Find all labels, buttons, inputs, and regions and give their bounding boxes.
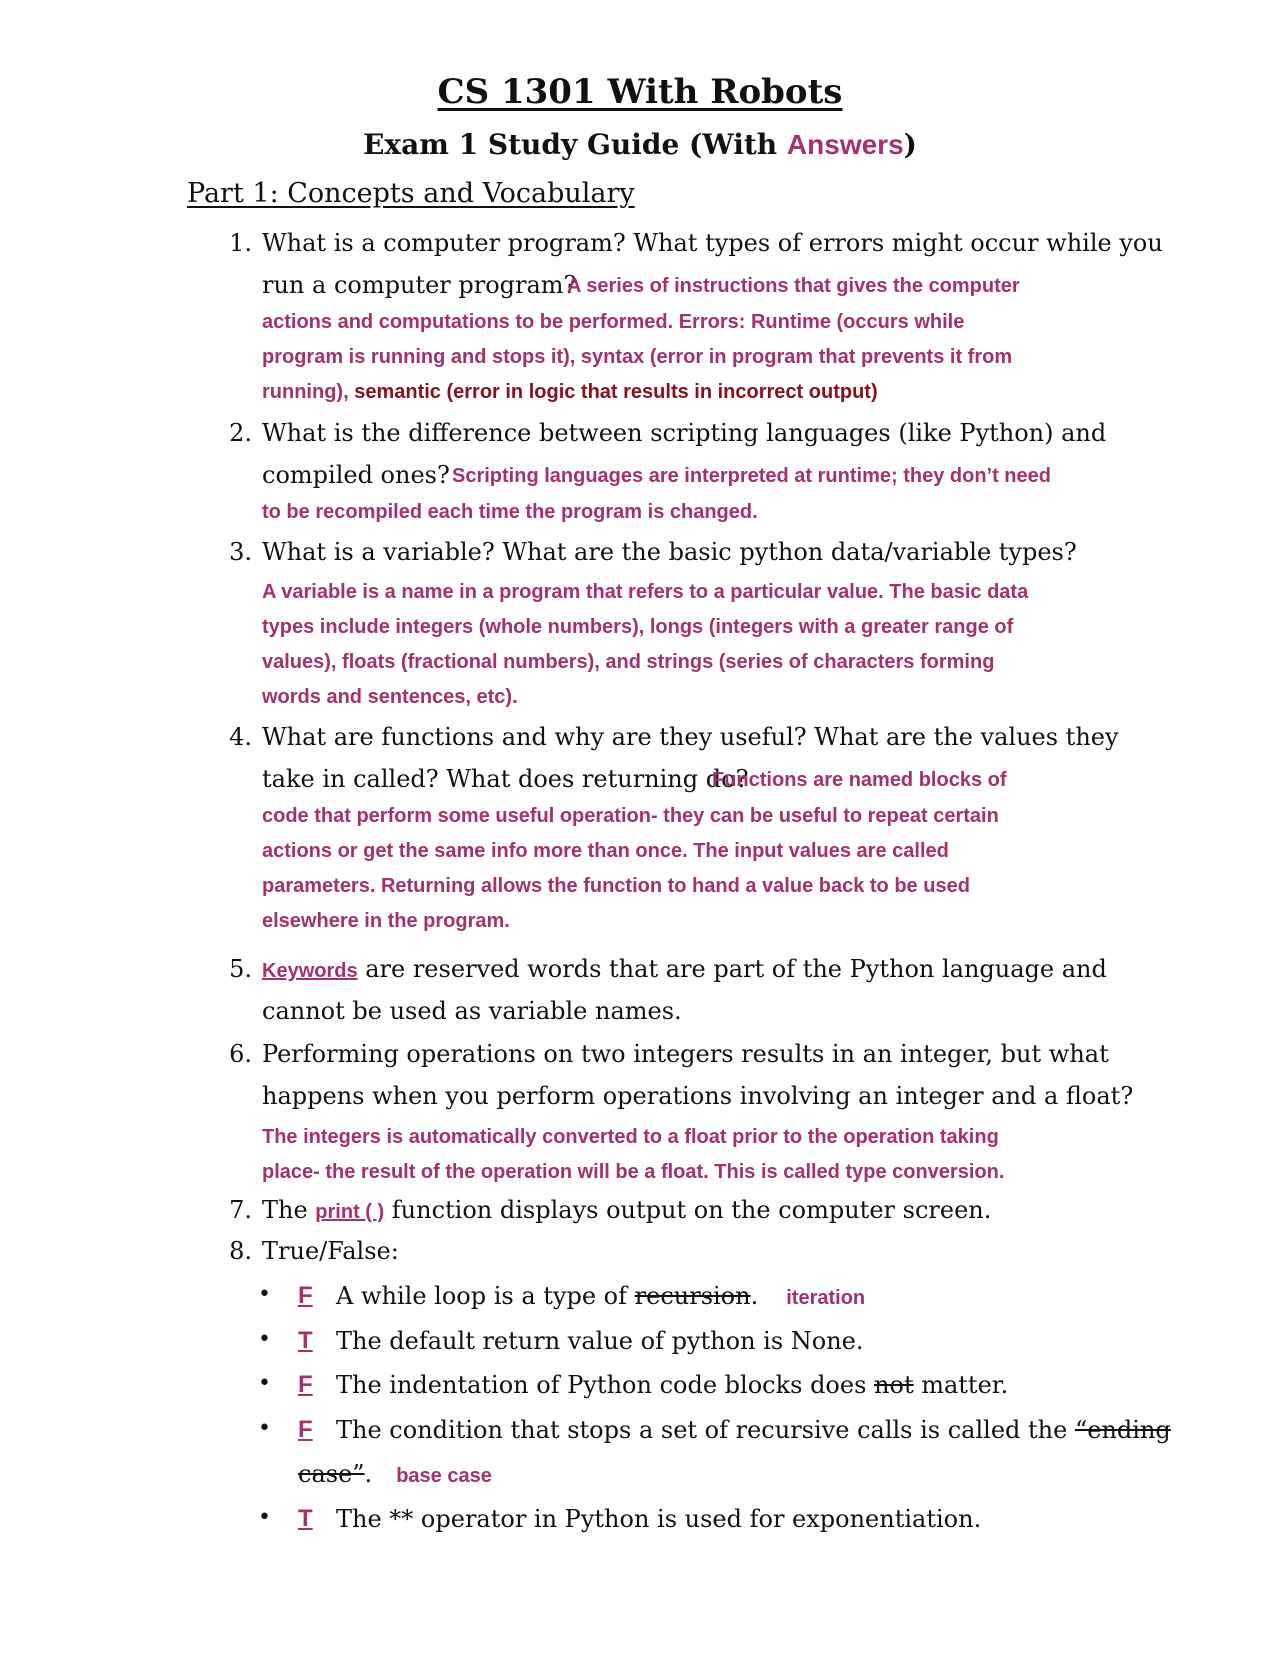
struck-text: case” xyxy=(298,1460,365,1488)
question-text xyxy=(262,955,1107,983)
fill-in-answer: print ( ) xyxy=(315,1201,385,1223)
question-text: What are functions and why are they useful? What are the values they xyxy=(262,723,1119,751)
statement-text: . xyxy=(364,1460,373,1488)
answer-text: place- the result of the operation will be a float. This is called type conversion. xyxy=(262,1161,1005,1183)
statement-text: A while loop is a type of xyxy=(336,1282,635,1310)
question-text: happens when you perform operations involving an integer and a float? xyxy=(262,1082,1134,1110)
struck-text: recursion xyxy=(634,1282,751,1310)
answer-line xyxy=(262,381,878,404)
answer-text: types include integers (whole numbers), longs (integers with a greater range of xyxy=(262,616,1014,638)
question-number: 6. xyxy=(229,1040,252,1068)
statement-text: The condition that stops a set of recursive calls is called the xyxy=(336,1416,1075,1444)
tf-statement xyxy=(336,1371,1008,1399)
answer-text: actions and computations to be performed. Errors: Runtime (occurs while xyxy=(262,311,965,333)
tf-answer: T xyxy=(298,1505,313,1532)
question-text: What is the difference between scripting languages (like Python) and xyxy=(262,419,1107,447)
question-text: run a computer program? xyxy=(262,271,577,299)
section-heading: Part 1: Concepts and Vocabulary xyxy=(187,178,635,209)
correction-text: iteration xyxy=(786,1287,866,1309)
answer-text: Scripting languages are interpreted at runtime; they don’t need xyxy=(452,465,1051,487)
answer-text: to be recompiled each time the program is changed. xyxy=(262,501,758,523)
question-text: compiled ones? xyxy=(262,461,450,489)
question-text xyxy=(262,1196,991,1224)
statement-text: The indentation of Python code blocks does xyxy=(336,1371,875,1399)
answer-text: Functions are named blocks of xyxy=(712,769,1007,791)
question-text: What is a computer program? What types of errors might occur while you xyxy=(262,229,1163,257)
question-text: take in called? What does returning do? xyxy=(262,765,749,793)
subtitle-highlight: Answers xyxy=(786,129,904,160)
fill-in-answer: Keywords xyxy=(262,960,358,982)
question-number: 4. xyxy=(229,723,252,751)
answer-text: elsewhere in the program. xyxy=(262,910,510,932)
tf-answer: F xyxy=(298,1416,313,1443)
question-text-part: The xyxy=(262,1196,316,1224)
question-number: 8. xyxy=(229,1237,252,1265)
bullet-icon: • xyxy=(258,1282,271,1307)
bullet-icon: • xyxy=(258,1371,271,1396)
answer-text: A series of instructions that gives the computer xyxy=(567,275,1020,297)
tf-statement: The ** operator in Python is used for exponentiation. xyxy=(336,1505,982,1533)
correction-text: base case xyxy=(396,1465,492,1487)
bullet-icon: • xyxy=(258,1505,271,1530)
subtitle-suffix: ) xyxy=(903,128,917,161)
question-text: True/False: xyxy=(262,1237,399,1265)
answer-text: A variable is a name in a program that refers to a particular value. The basic data xyxy=(262,581,1029,603)
question-text: cannot be used as variable names. xyxy=(262,997,682,1025)
question-text-part: function displays output on the computer screen. xyxy=(384,1196,992,1224)
tf-answer: T xyxy=(298,1327,313,1354)
question-number: 1. xyxy=(229,229,252,257)
tf-statement xyxy=(336,1282,865,1310)
subtitle-prefix: Exam 1 Study Guide (With xyxy=(363,128,787,161)
question-number: 5. xyxy=(229,955,252,983)
question-number: 2. xyxy=(229,419,252,447)
answer-text: code that perform some useful operation- they can be useful to repeat certain xyxy=(262,805,999,827)
answer-text: parameters. Returning allows the function to hand a value back to be used xyxy=(262,875,970,897)
tf-answer: F xyxy=(298,1371,313,1398)
struck-text: not xyxy=(874,1371,914,1399)
answer-text: running), xyxy=(262,381,355,403)
question-number: 3. xyxy=(229,538,252,566)
answer-text: values), floats (fractional numbers), and strings (series of characters forming xyxy=(262,651,995,673)
tf-statement: The default return value of python is None. xyxy=(336,1327,864,1355)
bullet-icon: • xyxy=(258,1327,271,1352)
struck-text: “ending xyxy=(1074,1416,1171,1444)
tf-statement-continued xyxy=(298,1460,492,1488)
bullet-icon: • xyxy=(258,1416,271,1441)
answer-text: actions or get the same info more than once. The input values are called xyxy=(262,840,949,862)
statement-text: . xyxy=(750,1282,759,1310)
question-text: What is a variable? What are the basic python data/variable types? xyxy=(262,538,1077,566)
question-number: 7. xyxy=(229,1196,252,1224)
statement-text: matter. xyxy=(913,1371,1009,1399)
question-text-part: are reserved words that are part of the Python language and xyxy=(357,955,1107,983)
question-text: Performing operations on two integers results in an integer, but what xyxy=(262,1040,1109,1068)
tf-answer: F xyxy=(298,1282,313,1309)
tf-statement xyxy=(336,1416,1171,1444)
answer-text: The integers is automatically converted to a float prior to the operation taking xyxy=(262,1126,999,1148)
document-title: CS 1301 With Robots xyxy=(437,72,843,112)
answer-text: semantic (error in logic that results in incorrect output) xyxy=(354,381,878,403)
document-subtitle xyxy=(0,128,1280,161)
answer-text: words and sentences, etc). xyxy=(262,686,518,708)
answer-text: program is running and stops it), syntax (error in program that prevents it from xyxy=(262,346,1013,368)
